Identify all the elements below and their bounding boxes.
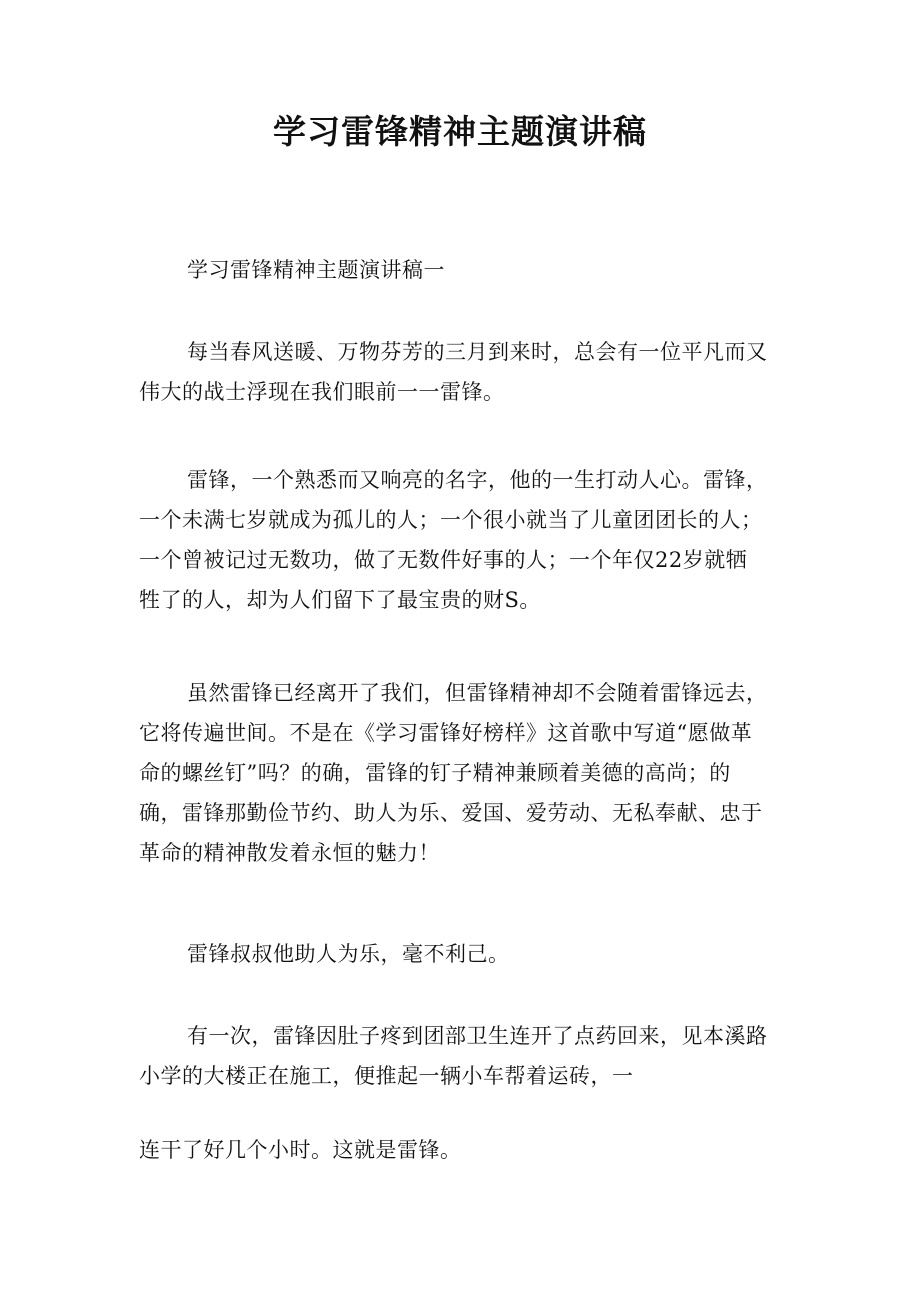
paragraph-line: 小学的大楼正在施工，便推起一辆小车帮着运砖，一 — [139, 1064, 634, 1088]
paragraph-line: 有一次，雷锋因肚子疼到团部卫生连开了点药回来，见本溪路 — [187, 1024, 768, 1048]
paragraph-line: 学习雷锋精神主题演讲稿一 — [187, 258, 445, 282]
paragraph-line: 确，雷锋那勤俭节约、助人为乐、爱国、爱劳动、无私奉献、忠于 — [139, 801, 763, 825]
paragraph-line: 它将传遍世间。不是在《学习雷锋好榜样》这首歌中写道“愿做革 — [139, 721, 753, 745]
paragraph-6 — [139, 1130, 779, 1170]
paragraph-2 — [139, 460, 779, 620]
paragraph-line: 雷锋叔叔他助人为乐，毫不利己。 — [187, 942, 510, 966]
paragraph-line: 雷锋，一个熟悉而又响亮的名字，他的一生打动人心。雷锋， — [187, 468, 768, 492]
paragraph-3 — [139, 673, 779, 873]
paragraph-line: 伟大的战士浮现在我们眼前一一雷锋。 — [139, 380, 505, 404]
paragraph-line: 一个曾被记过无数功，做了无数件好事的人；一个年仅22岁就牺 — [139, 548, 748, 572]
paragraph-line: 牲了的人，却为人们留下了最宝贵的财S。 — [139, 588, 541, 612]
paragraph-5 — [139, 1016, 779, 1096]
paragraph-line: 命的螺丝钉”吗？的确，雷锋的钉子精神兼顾着美德的高尚；的 — [139, 761, 731, 785]
paragraph-1 — [139, 332, 779, 412]
paragraph-line: 一个未满七岁就成为孤儿的人；一个很小就当了儿童团团长的人； — [139, 508, 763, 532]
paragraph-line: 连干了好几个小时。这就是雷锋。 — [139, 1138, 462, 1162]
paragraph-line: 每当春风送暖、万物芬芳的三月到来时，总会有一位平凡而又 — [187, 340, 768, 364]
document-title: 学习雷锋精神主题演讲稿 — [273, 112, 647, 151]
paragraph-line: 革命的精神散发着永恒的魅力！ — [139, 841, 440, 865]
paragraph-4 — [139, 934, 779, 974]
section-heading — [139, 250, 779, 290]
paragraph-line: 虽然雷锋已经离开了我们，但雷锋精神却不会随着雷锋远去， — [187, 681, 768, 705]
